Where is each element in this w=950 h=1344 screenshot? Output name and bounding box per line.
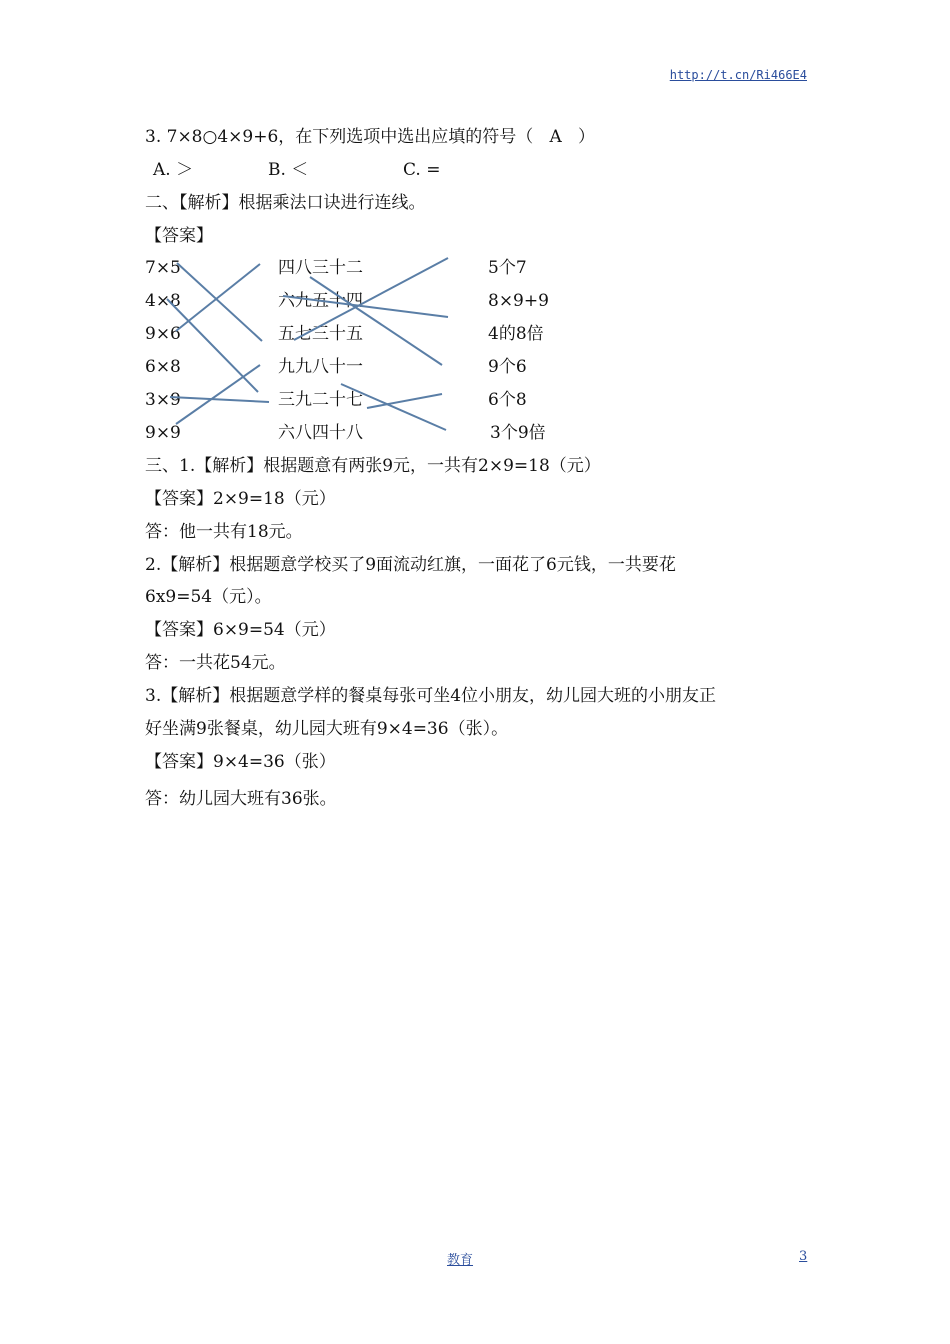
section-3-q3-reply: 答：幼儿园大班有36张。 [145,789,337,809]
option-b: B. ＜ [268,160,309,180]
right-item: 4的8倍 [488,324,544,344]
section-2-analysis: 二、【解析】根据乘法口诀进行连线。 [145,193,426,213]
middle-item: 六八四十八 [278,423,363,443]
right-item: 6个8 [488,390,527,410]
section-3-q2-answer: 【答案】6×9=54（元） [145,620,336,640]
left-item: 6×8 [145,357,181,377]
middle-item: 四八三十二 [278,258,363,278]
connector-line [176,264,260,331]
connector-line [177,263,262,341]
option-a: A. ＞ [153,160,194,180]
section-3-q3-answer: 【答案】9×4=36（张） [145,752,336,772]
left-item: 9×9 [145,423,181,443]
left-item: 3×9 [145,390,181,410]
question-3-line: 3. 7×8○4×9+6，在下列选项中选出应填的符号（ A ） [145,127,595,147]
connector-line [176,365,260,424]
left-item: 9×6 [145,324,181,344]
header-link[interactable]: http://t.cn/Ri466E4 [669,68,807,82]
right-item: 5个7 [488,258,527,278]
right-item: 3个9倍 [490,423,546,443]
connector-line [167,299,258,392]
option-c: C. = [403,160,441,180]
connector-line [367,394,442,408]
section-3-q2-analysis-2: 6x9=54（元）。 [145,587,272,607]
section-3-q2-analysis-1: 2.【解析】根据题意学校买了9面流动红旗，一面花了6元钱，一共要花 [145,555,676,575]
right-item: 9个6 [488,357,527,377]
middle-item: 六九五十四 [278,291,363,311]
middle-item: 三九二十七 [278,390,363,410]
middle-item: 五七三十五 [278,324,363,344]
right-item: 8×9+9 [488,291,549,311]
section-3-q1-answer: 【答案】2×9=18（元） [145,489,336,509]
section-3-q3-analysis-2: 好坐满9张餐桌，幼儿园大班有9×4=36（张）。 [145,719,509,739]
left-item: 4×8 [145,291,181,311]
footer-link[interactable]: 教育 [447,1253,474,1268]
section-3-q1-analysis: 三、1.【解析】根据题意有两张9元，一共有2×9=18（元） [145,456,601,476]
section-3-q3-analysis-1: 3.【解析】根据题意学样的餐桌每张可坐4位小朋友，幼儿园大班的小朋友正 [145,686,717,706]
page-number[interactable]: 3 [799,1249,808,1264]
section-3-q1-reply: 答：他一共有18元。 [145,522,303,542]
section-3-q2-reply: 答：一共花54元。 [145,653,286,673]
middle-item: 九九八十一 [278,357,363,377]
left-item: 7×5 [145,258,181,278]
connector-line [170,397,269,402]
section-2-answer-label: 【答案】 [145,226,213,246]
